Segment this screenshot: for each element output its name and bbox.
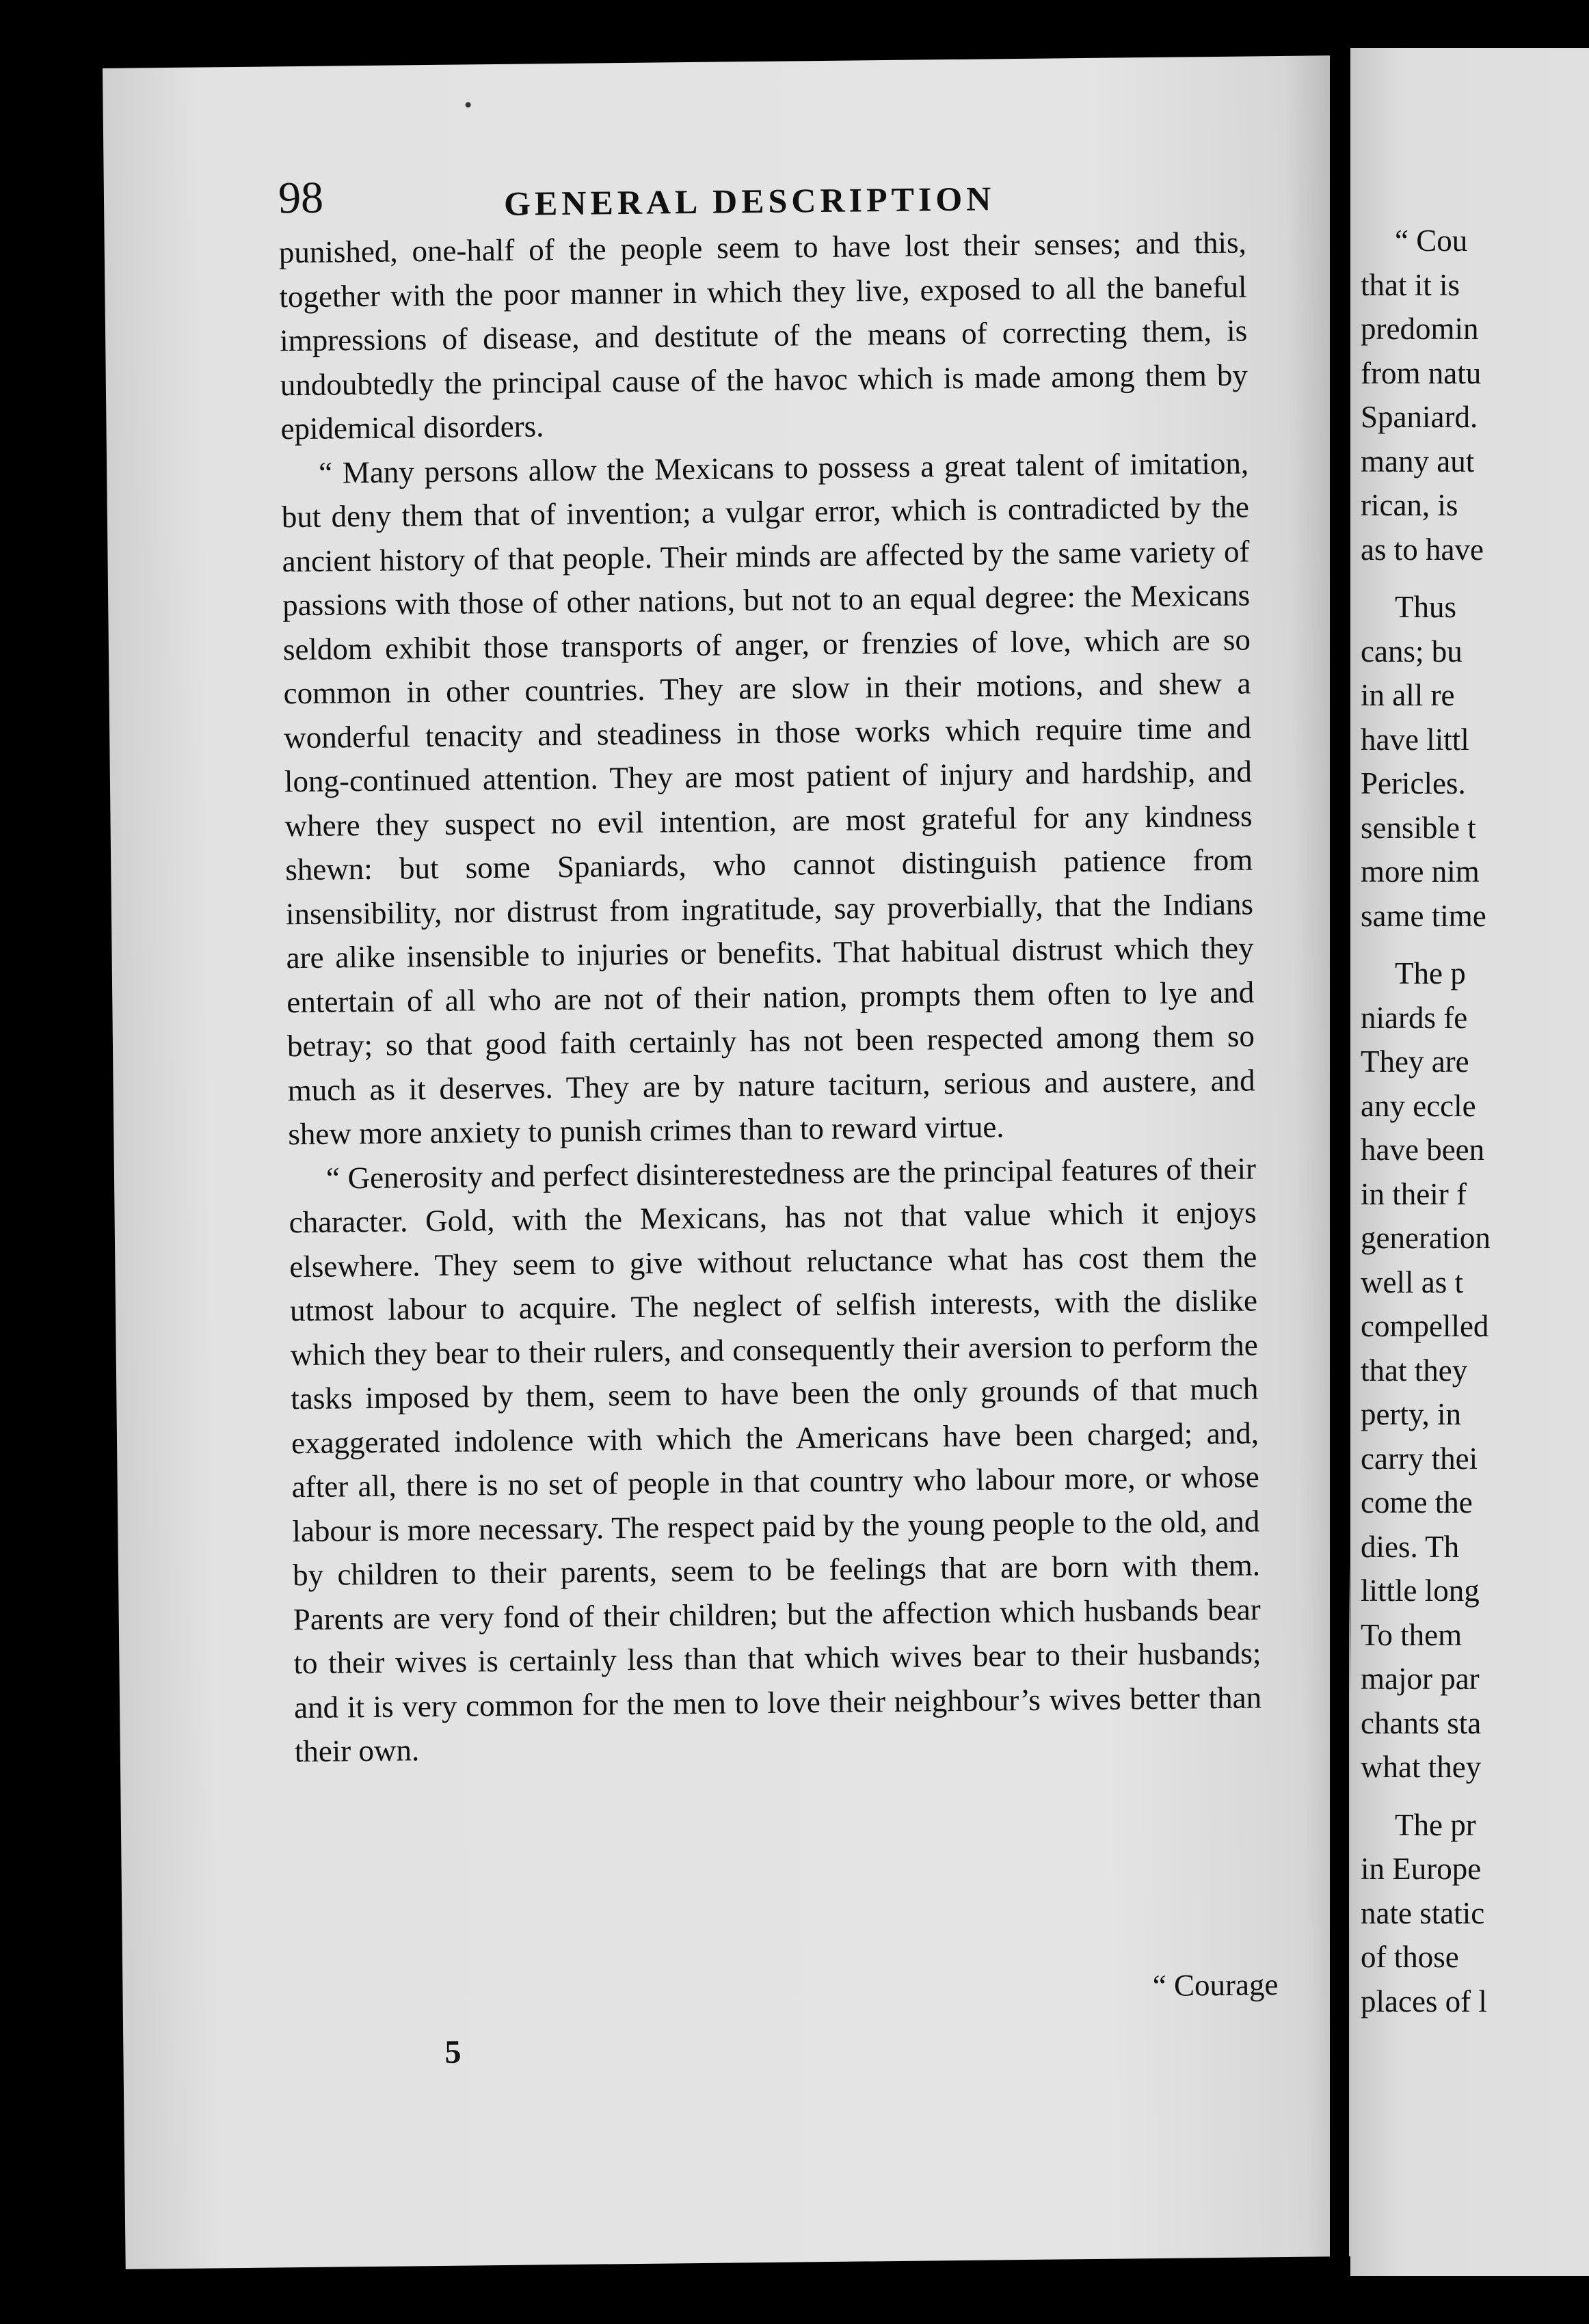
text-line: perty, in — [1361, 1397, 1462, 1431]
running-title: GENERAL DESCRIPTION — [503, 179, 996, 223]
paragraph: punished, one-half of the people seem to have lost their senses; and this, together with the poor manner in which they live, exposed to all the baneful impressions of disease, and destitute of the means of correcting them, is undoubtedly the principal cause of the havoc which is made among them by epidemical disorders. — [278, 225, 1248, 446]
text-line: niards fe — [1361, 1000, 1468, 1035]
body-text — [278, 220, 1262, 1773]
text-line: in their f — [1361, 1176, 1467, 1211]
text-line: “ Cou — [1395, 224, 1468, 258]
text-line: of those — [1361, 1940, 1459, 1974]
text-line: predomin — [1361, 312, 1479, 346]
text-line: Thus — [1395, 590, 1456, 624]
text-line: little long — [1361, 1573, 1480, 1608]
page-header — [278, 169, 1304, 224]
text-line: compelled — [1361, 1309, 1489, 1343]
text-line: have been — [1361, 1133, 1485, 1167]
text-line: The pr — [1395, 1807, 1476, 1842]
text-line: The p — [1395, 956, 1466, 990]
text-line: what they — [1361, 1750, 1482, 1784]
text-line: major par — [1361, 1662, 1480, 1696]
text-line: places of l — [1361, 1984, 1487, 2018]
catchword: “ Courage — [1152, 1967, 1279, 2003]
text-line: carry thei — [1361, 1441, 1478, 1476]
left-book-page — [103, 55, 1357, 2269]
text-line: have littl — [1361, 722, 1469, 757]
book-gutter — [1330, 41, 1349, 2290]
paragraph-gap — [1361, 938, 1589, 951]
paragraph: “ Generosity and perfect disinterestedness are the principal features of their character. Gold, with the Mexicans, has not that value which it enjoys elsewhere. They seem to give without reluctance what has cost them the utmost labour to acquire. The neglect of selfish interests, with the dislike which they bear to their rulers, and consequently their aversion to perform the tasks imposed by them, seem to have been the only grounds of that much exaggerated indolence with which the Americans have been charged; and, after all, there is no set of people in that country who labour more, or whose labour is more necessary. The respect paid by the young people to the old, and by children to their parents, seem to be feelings that are born with them. Parents are very fond of their children; but the affection which husbands bear to their wives is certainly less than that which wives bear to their husbands; and it is very common for the men to love their neighbour’s wives better than their own. — [289, 1150, 1262, 1769]
text-line: in all re — [1361, 678, 1455, 712]
text-line: nate static — [1361, 1895, 1485, 1930]
paragraph-gap — [1361, 1789, 1589, 1803]
text-line: from natu — [1361, 355, 1482, 390]
text-line: Spaniard. — [1361, 400, 1478, 434]
text-line: more nim — [1361, 854, 1480, 889]
text-line: as to have — [1361, 532, 1484, 567]
paragraph: “ Many persons allow the Mexicans to possess a great talent of imitation, but deny them that of invention; a vulgar error, which is contradicted by the ancient history of that people. Their minds are affected by the same variety of passions with those of other nations, but not to an equal degree: the Mexicans seldom exhibit those transports of anger, or frenzies of love, which are so common in other countries. They are slow in their motions, and shew a wonderful tenacity and steadiness in those works which require time and long-continued attention. They are most patient of injury and hardship, and where they suspect no evil intention, are most grateful for any kindness shewn: but some Spaniards, who cannot distinguish patience from insensibility, nor distrust from ingratitude, say proverbially, that the Indians are alike insensible to injuries or benefits. That habitual distrust which they entertain of all who are not of their nation, prompts them often to lye and betray; so that good faith certainly has not been respected among them so much as it deserves. They are by nature taciturn, serious and austere, and shew more anxiety to punish crimes than to reward virtue. — [281, 445, 1255, 1152]
text-line: that it is — [1361, 267, 1460, 302]
text-line: many aut — [1361, 444, 1475, 478]
text-line: well as t — [1361, 1265, 1463, 1299]
signature-mark: 5 — [444, 2033, 462, 2070]
text-line: Pericles. — [1361, 766, 1466, 800]
paragraph-gap — [1361, 571, 1589, 585]
text-line: any eccle — [1361, 1088, 1476, 1123]
right-page-text — [1361, 219, 1589, 2023]
page-number: 98 — [278, 172, 324, 224]
text-line: They are — [1361, 1044, 1469, 1079]
text-line: come the — [1361, 1485, 1473, 1519]
text-line: generation — [1361, 1221, 1491, 1255]
text-line: To them — [1361, 1617, 1463, 1652]
text-line: rican, is — [1361, 488, 1458, 522]
text-line: chants sta — [1361, 1705, 1482, 1740]
text-line: that they — [1361, 1353, 1468, 1388]
text-line: sensible t — [1361, 810, 1476, 845]
text-line: in Europe — [1361, 1852, 1482, 1886]
text-line: dies. Th — [1361, 1529, 1460, 1564]
text-line: cans; bu — [1361, 634, 1463, 668]
text-line: same time — [1361, 898, 1486, 933]
right-book-page — [1350, 48, 1589, 2276]
ink-speck — [466, 102, 471, 107]
